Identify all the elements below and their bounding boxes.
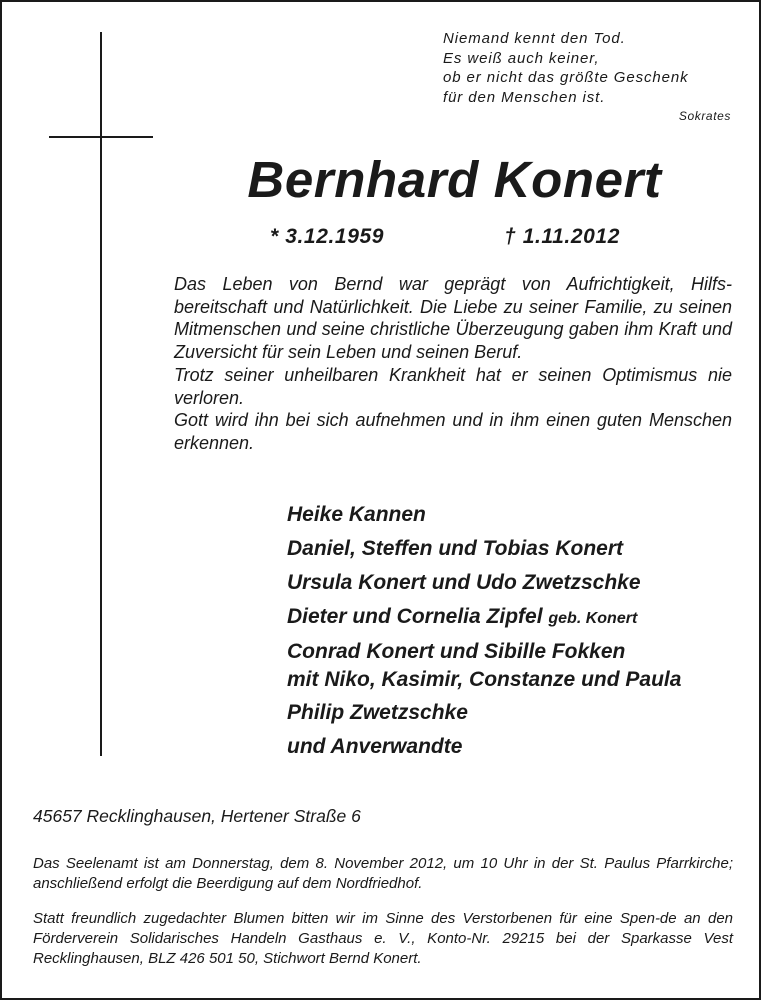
- quote-line: für den Menschen ist.: [443, 88, 606, 106]
- quote: [443, 29, 743, 107]
- quote-line: Niemand kennt den Tod.: [443, 30, 626, 47]
- tribute-paragraph: Trotz seiner unheilbaren Krankheit hat er seinen Optimismus nie verloren.: [174, 364, 732, 408]
- mourner-name: Ursula Konert und Udo Zwetzschke: [287, 571, 641, 594]
- deceased-name: Bernhard Konert: [247, 151, 662, 208]
- mourner-name: Daniel, Steffen und Tobias Konert: [287, 537, 624, 560]
- maiden-name-note: geb. Konert: [548, 610, 638, 627]
- mourners-list: [287, 502, 747, 768]
- mourner-name: und Anverwandte: [287, 735, 463, 758]
- mourner-entry: [287, 604, 747, 638]
- family-address: 45657 Recklinghausen, Hertener Straße 6: [33, 806, 361, 826]
- mourner-name: Dieter und Cornelia Zipfel: [287, 605, 543, 628]
- donation-notice: [33, 909, 733, 968]
- mourner-name: Heike Kannen: [287, 503, 426, 526]
- donation-notice-text: Statt freundlich zugedachter Blumen bitten wir im Sinne des Verstorbenen für eine Spen-de an den Förderverein Solidarisches Handeln Gasthaus e. V., Konto-Nr. 29215 bei der Sparkasse Vest Recklinghausen, BLZ 426 501 50, Stichwort Bernd Konert.: [33, 910, 733, 967]
- tribute-paragraph: Gott wird ihn bei sich aufnehmen und in ihm einen guten Menschen erkennen.: [174, 410, 732, 453]
- cross-horizontal-bar: [49, 136, 153, 138]
- funeral-notice: [33, 854, 733, 894]
- death-date: † 1.11.2012: [504, 225, 620, 248]
- cross-vertical-bar: [100, 32, 102, 756]
- quote-author: Sokrates: [678, 109, 731, 123]
- mourner-name: Philip Zwetzschke: [287, 701, 468, 724]
- tribute-paragraph: Das Leben von Bernd war geprägt von Aufrichtigkeit, Hilfs-bereitschaft und Natürlichkeit. Die Liebe zu seiner Familie, zu seinen Mitmenschen und seine christliche Überzeugung gaben ihm Kraft und Zuversicht für sein Leben und seinen Beruf.: [174, 274, 732, 363]
- quote-line: Es weiß auch keiner,: [443, 49, 600, 67]
- tribute-text: [174, 273, 732, 455]
- mourner-name: Conrad Konert und Sibille Fokken: [287, 640, 626, 663]
- mourner-entry: [287, 638, 747, 700]
- quote-line: ob er nicht das größte Geschenk: [443, 69, 689, 86]
- birth-date: * 3.12.1959: [270, 225, 385, 248]
- mourner-children: mit Niko, Kasimir, Constanze und Paula: [287, 668, 682, 691]
- funeral-notice-text: Das Seelenamt ist am Donnerstag, dem 8. November 2012, um 10 Uhr in der St. Paulus Pfarrkirche; anschließend erfolgt die Beerdigung auf dem Nordfriedhof.: [33, 855, 733, 892]
